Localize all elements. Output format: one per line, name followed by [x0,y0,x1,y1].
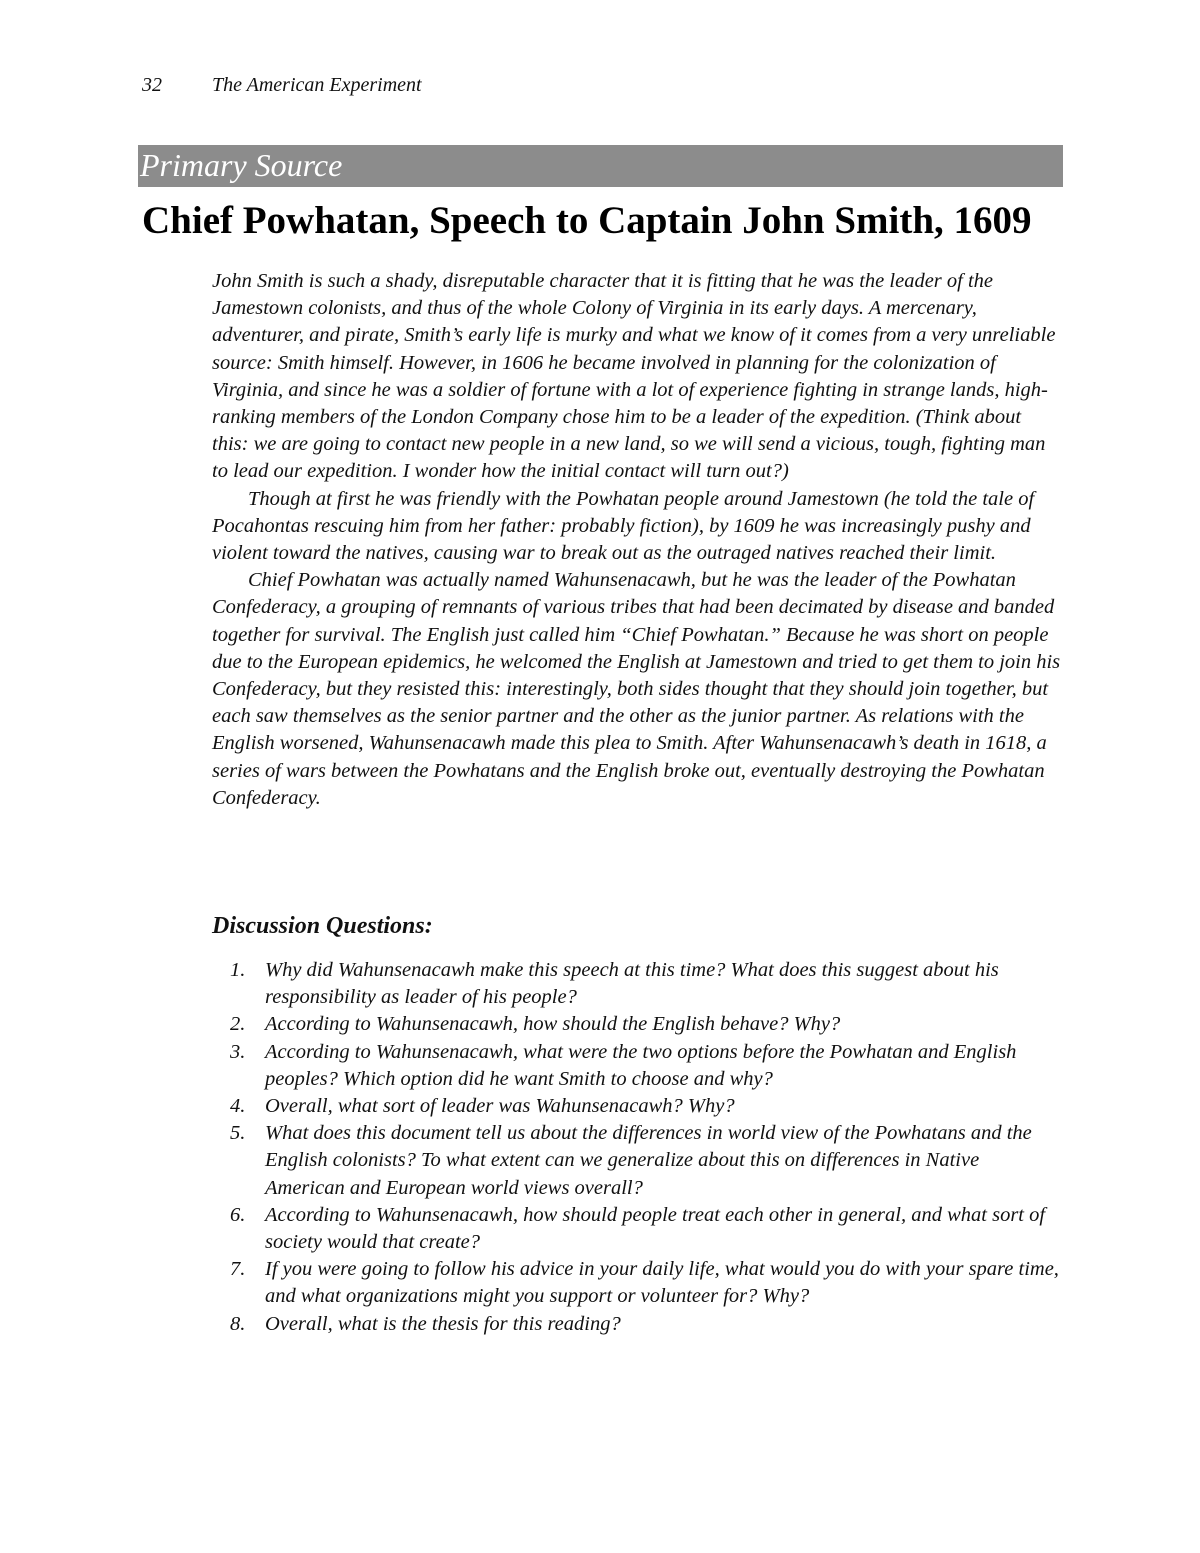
question-number: 3. [230,1040,246,1063]
question-text: According to Wahunsenacawh, what were the two options before the Powhatan and English peoples? Which option did he want Smith to choose and why? [265,1040,1017,1090]
question-number: 8. [230,1312,246,1335]
question-item [212,1256,1062,1310]
section-banner [138,145,1063,187]
question-text: According to Wahunsenacawh, how should people treat each other in general, and what sort of society would that create? [265,1203,1046,1254]
question-text: Overall, what sort of leader was Wahunsenacawh? Why? [265,1095,735,1118]
question-text: If you were going to follow his advice in your daily life, what would you do with your spare time, and what organizations might you support or volunteer for? Why? [265,1258,1059,1308]
question-number: 7. [230,1258,246,1281]
question-number: 2. [230,1013,246,1036]
question-item [212,1039,1062,1093]
question-number: 1. [230,959,246,981]
question-item [212,1202,1062,1256]
discussion-questions-heading: Discussion Questions: [212,913,433,939]
intro-paragraph: Though at first he was friendly with the Powhatan people around Jamestown (he told the tale of Pocahontas rescuing him from her father: probably fiction), by 1609 he was increasingly pushy and violent toward the natives, causing war to break out as the outraged natives reached their limit. [212,487,1035,565]
question-number: 5. [230,1122,246,1145]
question-text: According to Wahunsenacawh, how should the English behave? Why? [265,1013,841,1036]
question-text: Overall, what is the thesis for this reading? [265,1312,621,1335]
question-item [212,1093,1062,1120]
document-title: Chief Powhatan, Speech to Captain John Smith, 1609 [142,199,1032,242]
question-number: 6. [230,1203,246,1226]
section-label: Primary Source [140,147,343,183]
intro-paragraph: Chief Powhatan was actually named Wahunsenacawh, but he was the leader of the Powhatan Confederacy, a grouping of remnants of various tribes that had been decimated by disease and banded together for survival. The English just called him “Chief Powhatan.” Because he was short on people due to the European epidemics, he welcomed the English at Jamestown and tried to get them to join his Confederacy, but they resisted this: interestingly, both sides thought that they should join together, but each saw themselves as the senior partner and the other as the junior partner. As relations with the English worsened, Wahunsenacawh made this plea to Smith. After Wahunsenacawh’s death in 1618, a series of wars between the Powhatans and the English broke out, eventually destroying the Powhatan Confederacy. [212,569,1061,809]
question-item [212,957,1062,1011]
intro-text [212,268,1062,812]
book-title: The American Experiment [212,74,422,96]
discussion-questions-list [212,957,1062,1338]
question-text: Why did Wahunsenacawh make this speech at this time? What does this suggest about his responsibility as leader of his people? [265,959,999,1009]
question-text: What does this document tell us about the differences in world view of the Powhatans and the English colonists? To what extent can we generalize about this on differences in Native American and European world views overall? [265,1122,1032,1199]
page-number: 32 [142,74,162,96]
question-number: 4. [230,1095,246,1118]
question-item [212,1120,1062,1202]
question-item [212,1011,1062,1038]
intro-paragraph: John Smith is such a shady, disreputable character that it is fitting that he was the leader of the Jamestown colonists, and thus of the whole Colony of Virginia in its early days. A mercenary, adventurer, and pirate, Smith’s early life is murky and what we know of it comes from a very unreliable source: Smith himself. However, in 1606 he became involved in planning for the colonization of Virginia, and since he was a soldier of fortune with a lot of experience fighting in strange lands, high-ranking members of the London Company chose him to be a leader of the expedition. (Think about this: we are going to contact new people in a new land, so we will send a vicious, tough, fighting man to lead our expedition. I wonder how the initial contact will turn out?) [212,270,1056,483]
question-item [212,1311,1062,1338]
running-header [142,74,422,97]
